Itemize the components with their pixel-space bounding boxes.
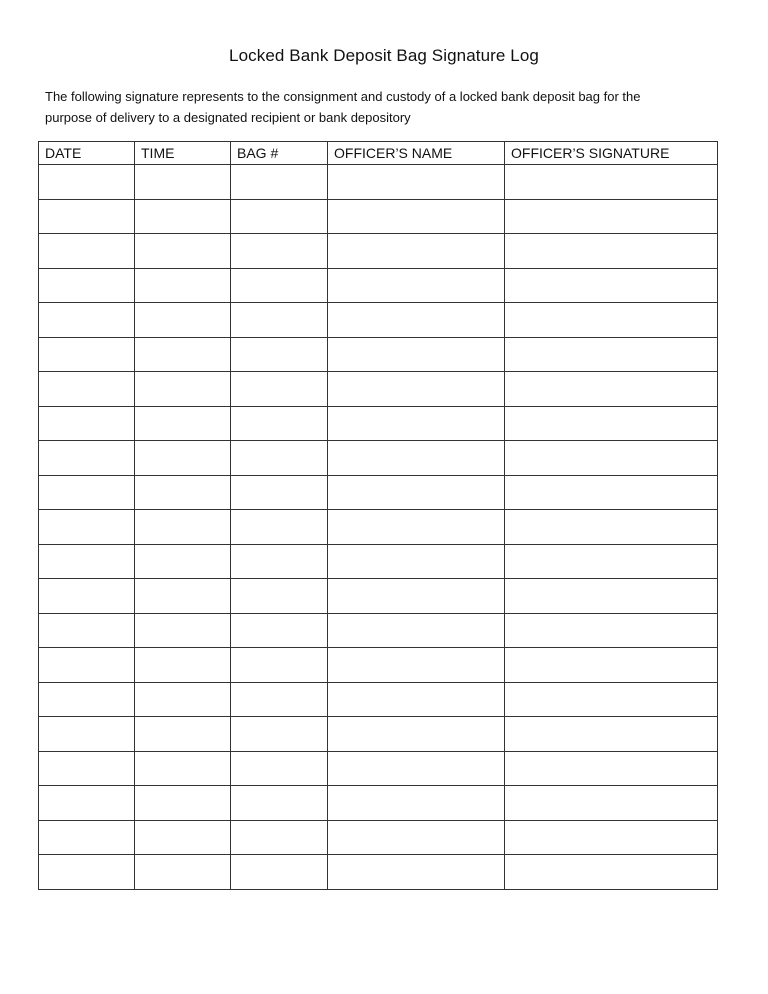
table-row [39,441,718,476]
table-header-row [39,142,718,165]
date-cell[interactable] [39,786,135,821]
officer-name-cell[interactable] [328,510,505,545]
bag-number-cell[interactable] [231,406,328,441]
table-row [39,165,718,200]
table-row [39,717,718,752]
officer-signature-cell[interactable] [505,268,718,303]
table-row [39,820,718,855]
intro-line: purpose of delivery to a designated recipient or bank depository [45,110,411,125]
officer-signature-cell[interactable] [505,751,718,786]
officer-name-cell[interactable] [328,820,505,855]
officer-signature-cell[interactable] [505,165,718,200]
bag-number-cell[interactable] [231,337,328,372]
officer-name-cell[interactable] [328,337,505,372]
date-cell[interactable] [39,751,135,786]
officer-name-cell[interactable] [328,234,505,269]
time-cell[interactable] [135,165,231,200]
table-body [39,165,718,890]
table-row [39,475,718,510]
table-row [39,786,718,821]
bag-number-cell[interactable] [231,510,328,545]
officer-signature-cell[interactable] [505,786,718,821]
table-row [39,579,718,614]
time-cell[interactable] [135,268,231,303]
header-time: TIME [135,142,231,165]
table-row [39,544,718,579]
time-cell[interactable] [135,441,231,476]
table-row [39,510,718,545]
officer-signature-cell[interactable] [505,820,718,855]
table-row [39,234,718,269]
header-bag-number: BAG # [231,142,328,165]
date-cell[interactable] [39,717,135,752]
time-cell[interactable] [135,613,231,648]
table-row [39,751,718,786]
time-cell[interactable] [135,303,231,338]
officer-signature-cell[interactable] [505,855,718,890]
officer-signature-cell[interactable] [505,199,718,234]
officer-name-cell[interactable] [328,751,505,786]
officer-name-cell[interactable] [328,199,505,234]
officer-name-cell[interactable] [328,268,505,303]
time-cell[interactable] [135,544,231,579]
table-row [39,199,718,234]
time-cell[interactable] [135,648,231,683]
time-cell[interactable] [135,786,231,821]
table-row [39,648,718,683]
table-row [39,303,718,338]
time-cell[interactable] [135,510,231,545]
date-cell[interactable] [39,268,135,303]
time-cell[interactable] [135,579,231,614]
intro-line: The following signature represents to the consignment and custody of a locked bank deposit bag for the [45,89,641,104]
header-date: DATE [39,142,135,165]
table-row [39,372,718,407]
header-officer-signature: OFFICER’S SIGNATURE [505,142,718,165]
time-cell[interactable] [135,475,231,510]
officer-name-cell[interactable] [328,613,505,648]
officer-signature-cell[interactable] [505,510,718,545]
table-row [39,855,718,890]
bag-number-cell[interactable] [231,613,328,648]
officer-name-cell[interactable] [328,372,505,407]
officer-name-cell[interactable] [328,717,505,752]
officer-name-cell[interactable] [328,682,505,717]
officer-name-cell[interactable] [328,786,505,821]
time-cell[interactable] [135,820,231,855]
officer-signature-cell[interactable] [505,579,718,614]
table-row [39,337,718,372]
table-row [39,682,718,717]
table-row [39,268,718,303]
table-row [39,613,718,648]
officer-name-cell[interactable] [328,165,505,200]
officer-signature-cell[interactable] [505,717,718,752]
time-cell[interactable] [135,855,231,890]
time-cell[interactable] [135,717,231,752]
bag-number-cell[interactable] [231,648,328,683]
officer-name-cell[interactable] [328,475,505,510]
date-cell[interactable] [39,199,135,234]
officer-name-cell[interactable] [328,579,505,614]
officer-name-cell[interactable] [328,441,505,476]
officer-signature-cell[interactable] [505,475,718,510]
date-cell[interactable] [39,234,135,269]
bag-number-cell[interactable] [231,441,328,476]
bag-number-cell[interactable] [231,165,328,200]
officer-name-cell[interactable] [328,303,505,338]
date-cell[interactable] [39,165,135,200]
time-cell[interactable] [135,682,231,717]
officer-signature-cell[interactable] [505,613,718,648]
date-cell[interactable] [39,579,135,614]
officer-name-cell[interactable] [328,544,505,579]
table-row [39,406,718,441]
bag-number-cell[interactable] [231,303,328,338]
time-cell[interactable] [135,234,231,269]
date-cell[interactable] [39,648,135,683]
time-cell[interactable] [135,337,231,372]
officer-name-cell[interactable] [328,855,505,890]
officer-signature-cell[interactable] [505,441,718,476]
time-cell[interactable] [135,372,231,407]
bag-number-cell[interactable] [231,820,328,855]
date-cell[interactable] [39,406,135,441]
bag-number-cell[interactable] [231,751,328,786]
date-cell[interactable] [39,855,135,890]
bag-number-cell[interactable] [231,544,328,579]
document-title: Locked Bank Deposit Bag Signature Log [229,46,539,65]
bag-number-cell[interactable] [231,372,328,407]
date-cell[interactable] [39,475,135,510]
bag-number-cell[interactable] [231,855,328,890]
date-cell[interactable] [39,337,135,372]
bag-number-cell[interactable] [231,475,328,510]
officer-signature-cell[interactable] [505,303,718,338]
officer-signature-cell[interactable] [505,406,718,441]
signature-log-table [38,141,718,890]
officer-name-cell[interactable] [328,406,505,441]
date-cell[interactable] [39,682,135,717]
date-cell[interactable] [39,372,135,407]
bag-number-cell[interactable] [231,717,328,752]
officer-signature-cell[interactable] [505,648,718,683]
officer-signature-cell[interactable] [505,234,718,269]
officer-name-cell[interactable] [328,648,505,683]
date-cell[interactable] [39,303,135,338]
date-cell[interactable] [39,820,135,855]
officer-signature-cell[interactable] [505,682,718,717]
date-cell[interactable] [39,613,135,648]
officer-signature-cell[interactable] [505,544,718,579]
bag-number-cell[interactable] [231,579,328,614]
bag-number-cell[interactable] [231,234,328,269]
header-officer-name: OFFICER’S NAME [328,142,505,165]
bag-number-cell[interactable] [231,268,328,303]
officer-signature-cell[interactable] [505,337,718,372]
intro-paragraph [45,86,715,128]
time-cell[interactable] [135,199,231,234]
date-cell[interactable] [39,544,135,579]
time-cell[interactable] [135,406,231,441]
time-cell[interactable] [135,751,231,786]
bag-number-cell[interactable] [231,786,328,821]
date-cell[interactable] [39,510,135,545]
date-cell[interactable] [39,441,135,476]
officer-signature-cell[interactable] [505,372,718,407]
bag-number-cell[interactable] [231,199,328,234]
bag-number-cell[interactable] [231,682,328,717]
